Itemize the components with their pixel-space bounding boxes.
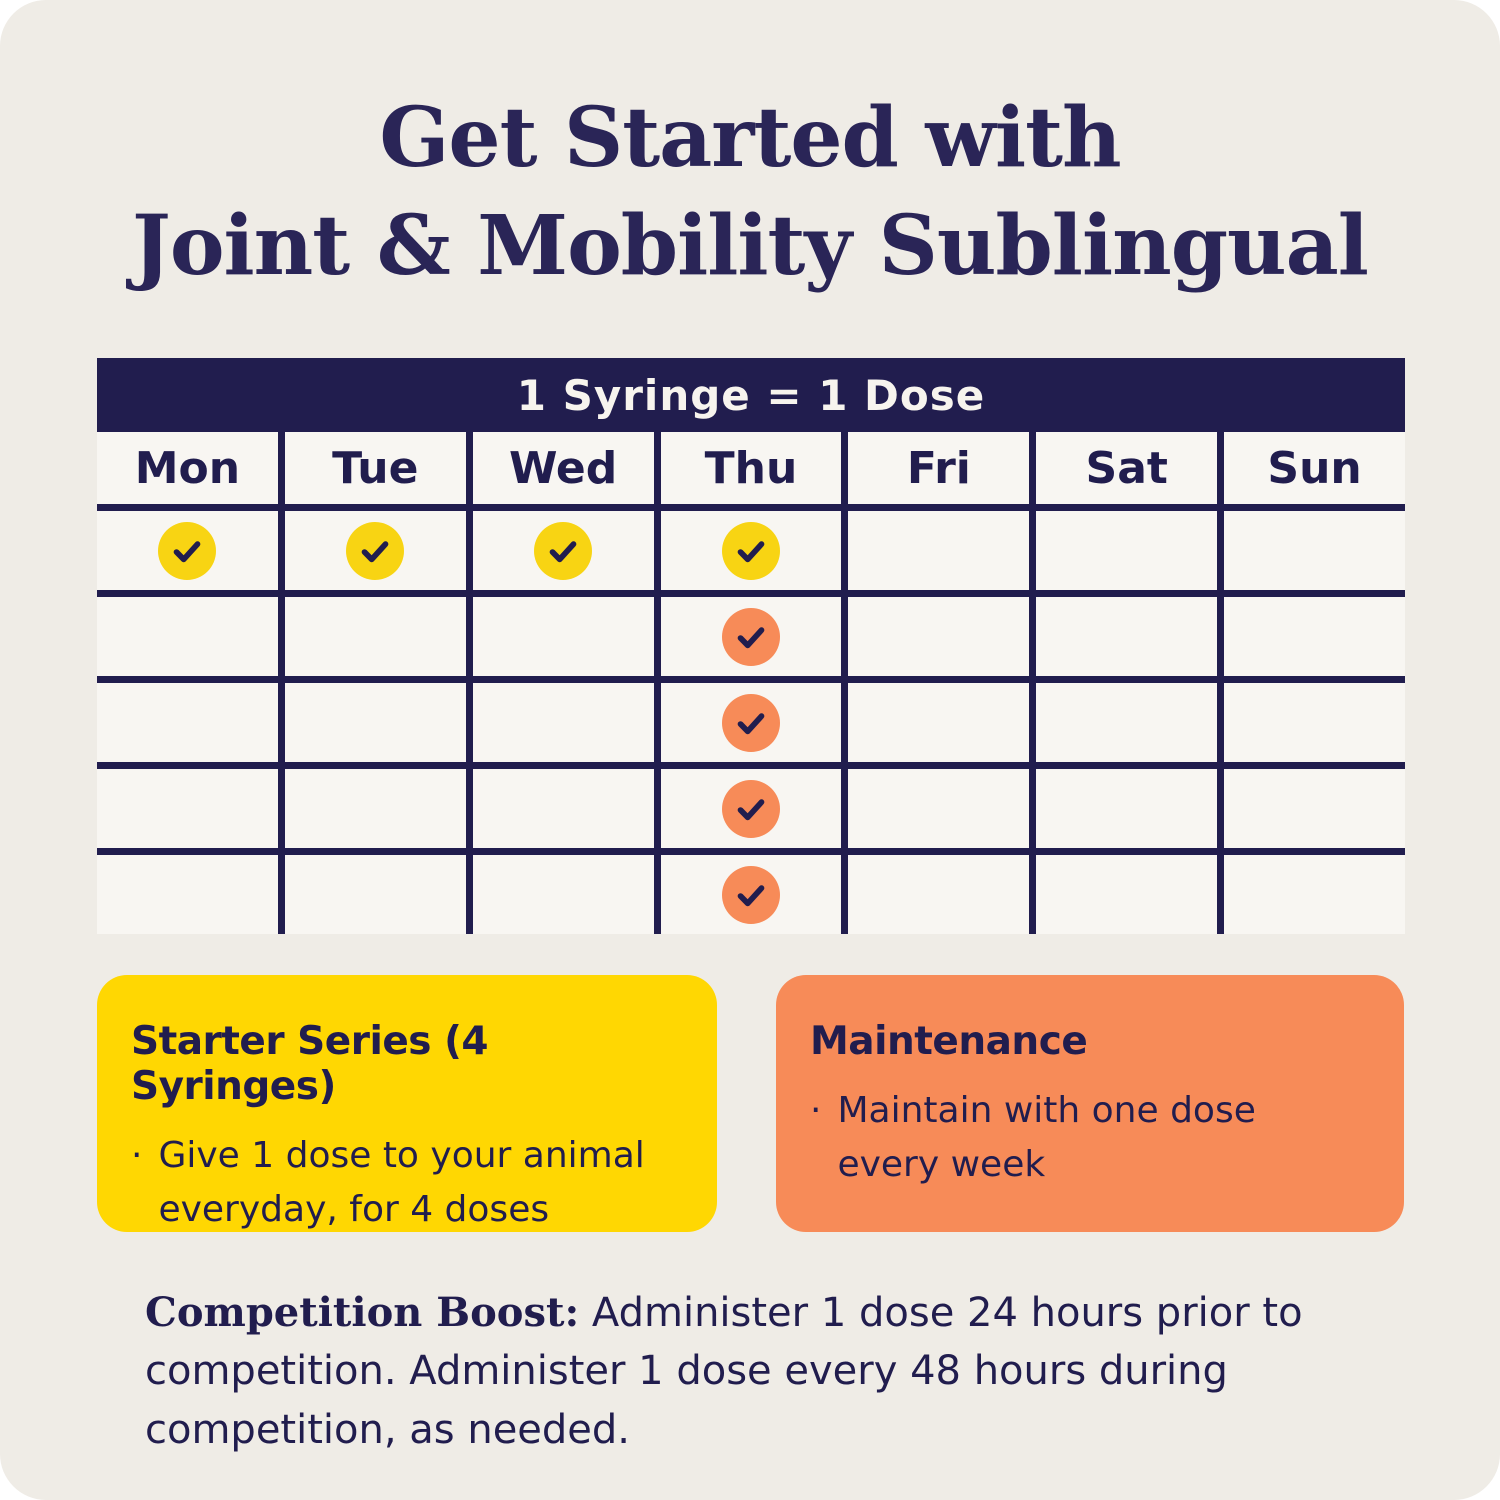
schedule-cell-r4-tue xyxy=(285,769,466,848)
day-header-sun: Sun xyxy=(1224,432,1405,504)
schedule-cell-r1-wed xyxy=(473,511,654,590)
competition-boost-note xyxy=(145,1284,1365,1459)
schedule-cell-r5-sun xyxy=(1224,855,1405,934)
schedule-cell-r5-mon xyxy=(97,855,278,934)
maintenance-card-title: Maintenance xyxy=(810,1019,1088,1064)
schedule-cell-r3-sat xyxy=(1036,683,1217,762)
schedule-cell-r4-mon xyxy=(97,769,278,848)
day-header-fri: Fri xyxy=(848,432,1029,504)
competition-boost-label: Competition Boost: xyxy=(145,1289,580,1336)
dose-banner: 1 Syringe = 1 Dose xyxy=(97,358,1405,432)
schedule-cell-r4-sat xyxy=(1036,769,1217,848)
check-icon xyxy=(733,791,769,827)
check-icon xyxy=(169,533,205,569)
yellow-check-circle xyxy=(346,522,404,580)
starter-card-bullet xyxy=(131,1129,683,1237)
schedule-cell-r1-thu xyxy=(661,511,842,590)
schedule-cell-r4-thu xyxy=(661,769,842,848)
starter-card-title: Starter Series (4 Syringes) xyxy=(131,1019,489,1109)
schedule-cell-r4-wed xyxy=(473,769,654,848)
starter-series-card xyxy=(97,975,717,1232)
schedule-cell-r2-thu xyxy=(661,597,842,676)
schedule-cell-r2-fri xyxy=(848,597,1029,676)
check-icon xyxy=(733,533,769,569)
schedule-cell-r5-wed xyxy=(473,855,654,934)
orange-check-circle xyxy=(722,694,780,752)
bullet-dot: · xyxy=(810,1090,822,1131)
schedule-cell-r2-wed xyxy=(473,597,654,676)
schedule-cell-r5-thu xyxy=(661,855,842,934)
schedule-cell-r5-fri xyxy=(848,855,1029,934)
orange-check-circle xyxy=(722,780,780,838)
dosage-table xyxy=(97,358,1405,934)
schedule-cell-r3-fri xyxy=(848,683,1029,762)
schedule-cell-r5-tue xyxy=(285,855,466,934)
title-line-1: Get Started with xyxy=(379,90,1121,186)
check-icon xyxy=(733,619,769,655)
yellow-check-circle xyxy=(534,522,592,580)
maintenance-card xyxy=(776,975,1404,1232)
schedule-cell-r3-thu xyxy=(661,683,842,762)
schedule-cell-r1-sun xyxy=(1224,511,1405,590)
schedule-cell-r4-fri xyxy=(848,769,1029,848)
schedule-cell-r2-sun xyxy=(1224,597,1405,676)
day-header-wed: Wed xyxy=(473,432,654,504)
day-header-tue: Tue xyxy=(285,432,466,504)
schedule-cell-r4-sun xyxy=(1224,769,1405,848)
orange-check-circle xyxy=(722,866,780,924)
yellow-check-circle xyxy=(722,522,780,580)
schedule-cell-r2-tue xyxy=(285,597,466,676)
bullet-dot: · xyxy=(131,1135,143,1176)
schedule-cell-r3-tue xyxy=(285,683,466,762)
yellow-check-circle xyxy=(158,522,216,580)
check-icon xyxy=(733,877,769,913)
schedule-cell-r3-mon xyxy=(97,683,278,762)
competition-boost-text: Administer 1 dose 24 hours prior to competition. Administer 1 dose every 48 hours during competition, as needed. xyxy=(145,1290,1303,1453)
schedule-cell-r3-wed xyxy=(473,683,654,762)
schedule-cell-r1-fri xyxy=(848,511,1029,590)
day-header-thu: Thu xyxy=(661,432,842,504)
check-icon xyxy=(733,705,769,741)
schedule-grid xyxy=(97,432,1405,934)
schedule-cell-r5-sat xyxy=(1036,855,1217,934)
check-icon xyxy=(545,533,581,569)
page-title xyxy=(0,84,1500,300)
schedule-cell-r1-tue xyxy=(285,511,466,590)
title-line-2: Joint & Mobility Sublingual xyxy=(132,198,1368,295)
check-icon xyxy=(357,533,393,569)
schedule-cell-r1-sat xyxy=(1036,511,1217,590)
schedule-cell-r2-mon xyxy=(97,597,278,676)
schedule-cell-r2-sat xyxy=(1036,597,1217,676)
day-header-sat: Sat xyxy=(1036,432,1217,504)
schedule-cell-r3-sun xyxy=(1224,683,1405,762)
maintenance-bullet-text: Maintain with one dose every week xyxy=(837,1090,1256,1185)
orange-check-circle xyxy=(722,608,780,666)
day-header-mon: Mon xyxy=(97,432,278,504)
schedule-cell-r1-mon xyxy=(97,511,278,590)
starter-bullet-text: Give 1 dose to your animal everyday, for 4 doses xyxy=(158,1135,645,1230)
maintenance-card-bullet xyxy=(810,1084,1370,1192)
